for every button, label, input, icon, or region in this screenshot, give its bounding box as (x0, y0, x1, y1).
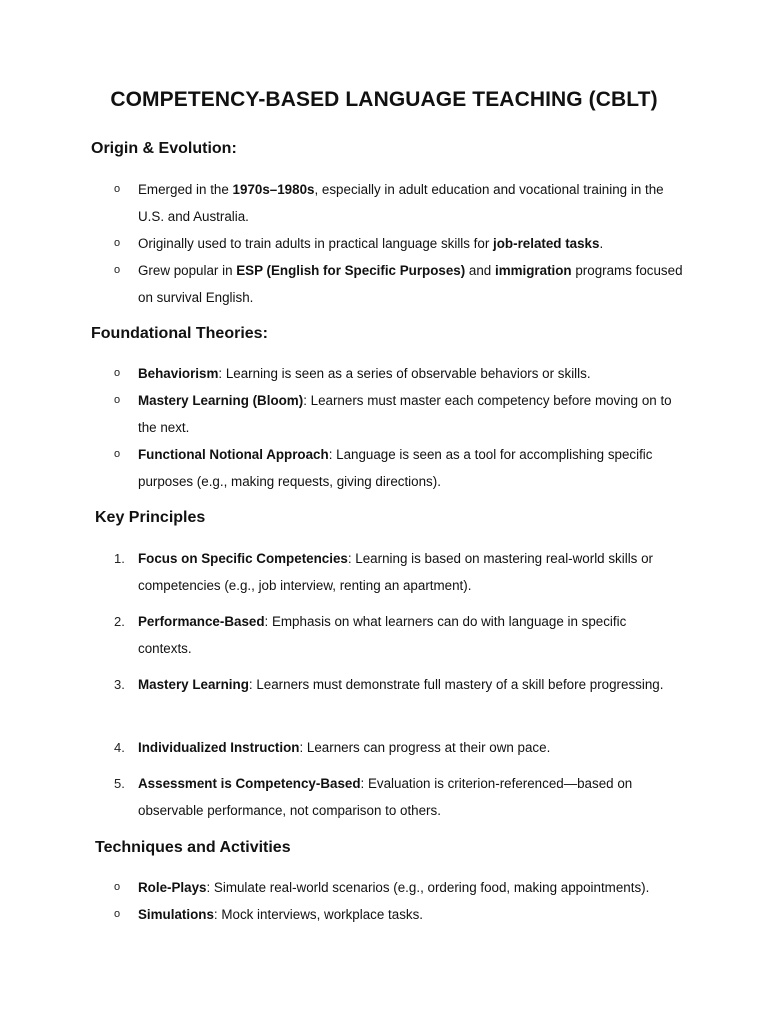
number-marker: 5. (114, 776, 125, 791)
item-text: : Learners must demonstrate full mastery of a skill before progressing. (248, 677, 664, 692)
section-heading: Foundational Theories: (91, 325, 268, 342)
item-text: , especially in adult education and vocational training in the U.S. and Australia. (138, 182, 664, 224)
number-marker: 4. (114, 740, 125, 755)
item-text: : Learners can progress at their own pace. (299, 740, 551, 755)
bullet-marker: o (114, 367, 121, 379)
bold-term: 1970s–1980s (232, 182, 315, 197)
list-item (114, 230, 683, 257)
item-text: programs focused on survival English. (138, 263, 683, 305)
bullet-marker: o (114, 908, 121, 920)
list-item (114, 545, 683, 599)
document-title: COMPETENCY-BASED LANGUAGE TEACHING (CBLT) (110, 88, 658, 111)
section-heading: Origin & Evolution: (91, 140, 237, 157)
bullet-marker: o (114, 237, 121, 249)
list-item (114, 441, 683, 495)
bullet-marker: o (114, 394, 121, 406)
item-text: : Language is seen as a tool for accomplishing specific purposes (e.g., making requests, giving directions). (138, 447, 653, 489)
item-text: . (599, 236, 604, 251)
bold-term: Mastery Learning (Bloom) (138, 393, 304, 408)
number-marker: 3. (114, 677, 125, 692)
number-marker: 2. (114, 614, 125, 629)
bold-term: immigration (494, 263, 572, 278)
item-text: : Emphasis on what learners can do with language in specific contexts. (138, 614, 627, 656)
item-text: : Simulate real-world scenarios (e.g., ordering food, making appointments). (206, 880, 650, 895)
bullet-marker: o (114, 881, 121, 893)
item-text: and (465, 263, 495, 278)
item-text: Grew popular in (138, 263, 237, 278)
list-item (114, 176, 683, 230)
item-text: : Learning is based on mastering real-world skills or competencies (e.g., job interview, renting an apartment). (138, 551, 653, 593)
bullet-marker: o (114, 183, 121, 195)
number-marker: 1. (114, 551, 125, 566)
bold-term: Behaviorism (138, 366, 219, 381)
bold-term: Assessment is Competency-Based (138, 776, 361, 791)
section-heading: Key Principles (95, 509, 206, 526)
item-text: : Learners must master each competency before moving on to the next. (138, 393, 672, 435)
list-item (114, 770, 683, 824)
list-item (114, 901, 683, 928)
item-text: Originally used to train adults in practical language skills for (138, 236, 494, 251)
bold-term: Focus on Specific Competencies (138, 551, 348, 566)
bold-term: Role-Plays (138, 880, 207, 895)
bullet-marker: o (114, 264, 121, 276)
list-item (114, 671, 683, 698)
list-item (114, 360, 683, 387)
list-item (114, 608, 683, 662)
list-item (114, 387, 683, 441)
bold-term: Performance-Based (138, 614, 265, 629)
bold-term: Simulations (138, 907, 214, 922)
item-text: : Mock interviews, workplace tasks. (213, 907, 424, 922)
list-item (114, 734, 683, 761)
bold-term: Mastery Learning (138, 677, 249, 692)
bold-term: Individualized Instruction (138, 740, 300, 755)
section-heading: Techniques and Activities (95, 839, 291, 856)
item-text: : Evaluation is criterion-referenced—based on observable performance, not comparison to others. (138, 776, 633, 818)
list-item (114, 257, 683, 311)
bold-term: ESP (English for Specific Purposes) (236, 263, 466, 278)
bullet-marker: o (114, 448, 121, 460)
bold-term: job-related tasks (493, 236, 600, 251)
bold-term: Functional Notional Approach (138, 447, 329, 462)
item-text: Emerged in the (138, 182, 233, 197)
list-item (114, 874, 683, 901)
item-text: : Learning is seen as a series of observable behaviors or skills. (218, 366, 591, 381)
